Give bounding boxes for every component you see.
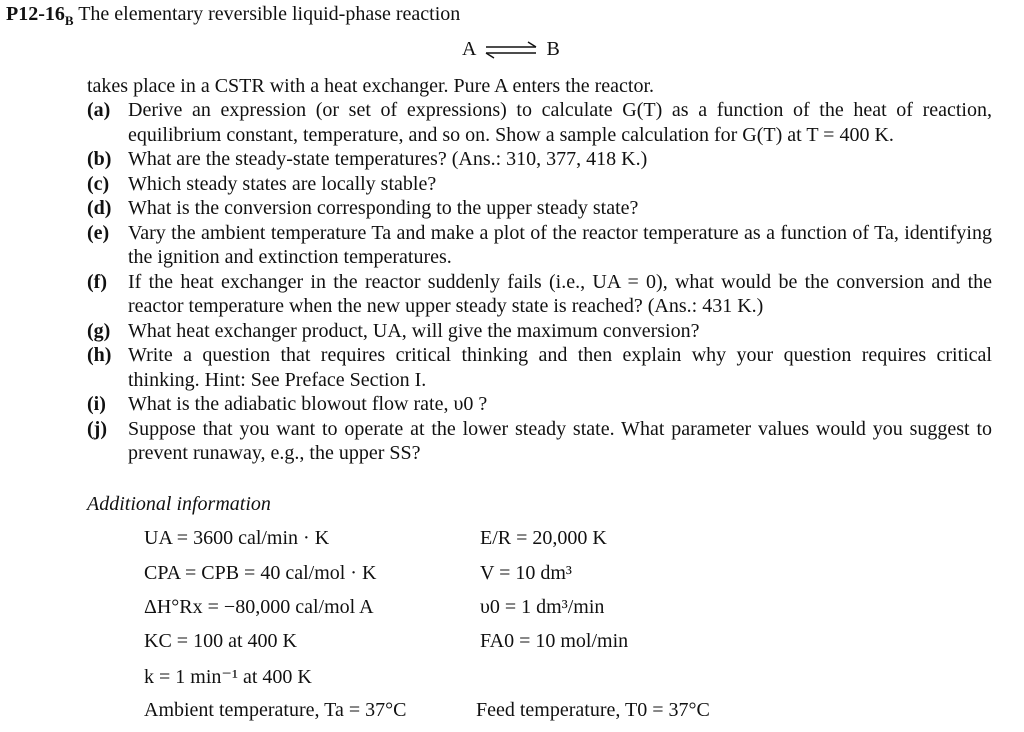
problem-intro: The elementary reversible liquid-phase reaction (78, 3, 461, 25)
question-item (87, 417, 992, 466)
param-equilibrium-constant: KC = 100 at 400 K (144, 630, 297, 652)
question-list (87, 98, 992, 466)
question-label: (e) (87, 221, 110, 244)
param-e-over-r: E/R = 20,000 K (480, 527, 607, 549)
param-volume: V = 10 dm³ (480, 562, 572, 584)
question-text: Vary the ambient temperature Ta and make a plot of the reactor temperature as a function of Ta, identifying the ignition and extinction temperatures. (128, 221, 992, 268)
question-label: (h) (87, 344, 112, 366)
question-item (87, 98, 992, 147)
question-item (87, 270, 992, 319)
question-item (87, 196, 992, 221)
question-text: Write a question that requires critical thinking and then explain why your question requires critical thinking. Hint: See Preface Section I. (128, 344, 992, 391)
param-heat-capacity: CPA = CPB = 40 cal/mol · K (144, 562, 377, 584)
question-label: (a) (87, 99, 111, 121)
question-text: Suppose that you want to operate at the lower steady state. What parameter values would you suggest to prevent runaway, e.g., the upper SS? (128, 417, 992, 464)
question-text: Which steady states are locally stable? (128, 172, 437, 195)
question-label: (d) (87, 197, 112, 219)
question-item (87, 221, 992, 270)
reaction-equation (462, 38, 560, 61)
param-heat-of-reaction: ΔH°Rx = −80,000 cal/mol A (144, 596, 374, 618)
question-item (87, 392, 992, 417)
product: B (546, 38, 560, 60)
param-molar-feed: FA0 = 10 mol/min (480, 630, 629, 652)
reactant: A (462, 38, 477, 60)
question-text: Derive an expression (or set of expressions) to calculate G(T) as a function of the heat of reaction, equilibrium constant, temperature, and so on. Show a sample calculation for G(T) at T = 400 K. (128, 99, 992, 146)
param-flow-rate: υ0 = 1 dm³/min (480, 596, 605, 618)
question-text: What is the conversion corresponding to the upper steady state? (128, 197, 639, 219)
param-rate-constant: k = 1 min⁻¹ at 400 K (144, 666, 312, 688)
question-item (87, 343, 992, 392)
question-text: If the heat exchanger in the reactor suddenly fails (i.e., UA = 0), what would be the conversion and the reactor temperature when the new upper steady state is reached? (Ans.: 431 K.) (128, 270, 992, 317)
additional-info-title: Additional information (87, 493, 271, 515)
param-feed-temperature: Feed temperature, T0 = 37°C (476, 699, 710, 721)
question-label: (b) (87, 148, 112, 170)
equilibrium-arrow-icon (482, 41, 540, 59)
question-label: (c) (87, 172, 110, 195)
param-ua: UA = 3600 cal/min · K (144, 527, 330, 549)
param-ambient-temperature: Ambient temperature, Ta = 37°C (144, 699, 407, 721)
question-label: (i) (87, 393, 106, 415)
question-text: What are the steady-state temperatures? (Ans.: 310, 377, 418 K.) (128, 148, 648, 170)
question-item (87, 147, 992, 172)
question-label: (j) (87, 417, 107, 440)
question-label: (g) (87, 319, 111, 342)
question-item (87, 172, 992, 197)
question-item (87, 319, 992, 344)
question-text: What is the adiabatic blowout flow rate, υ0 ? (128, 393, 488, 415)
question-text: What heat exchanger product, UA, will give the maximum conversion? (128, 319, 700, 342)
problem-statement: takes place in a CSTR with a heat exchanger. Pure A enters the reactor. (87, 75, 655, 97)
problem-header (6, 3, 460, 29)
problem-number: $P12-16_B$ (6, 3, 74, 28)
question-label: (f) (87, 270, 107, 293)
